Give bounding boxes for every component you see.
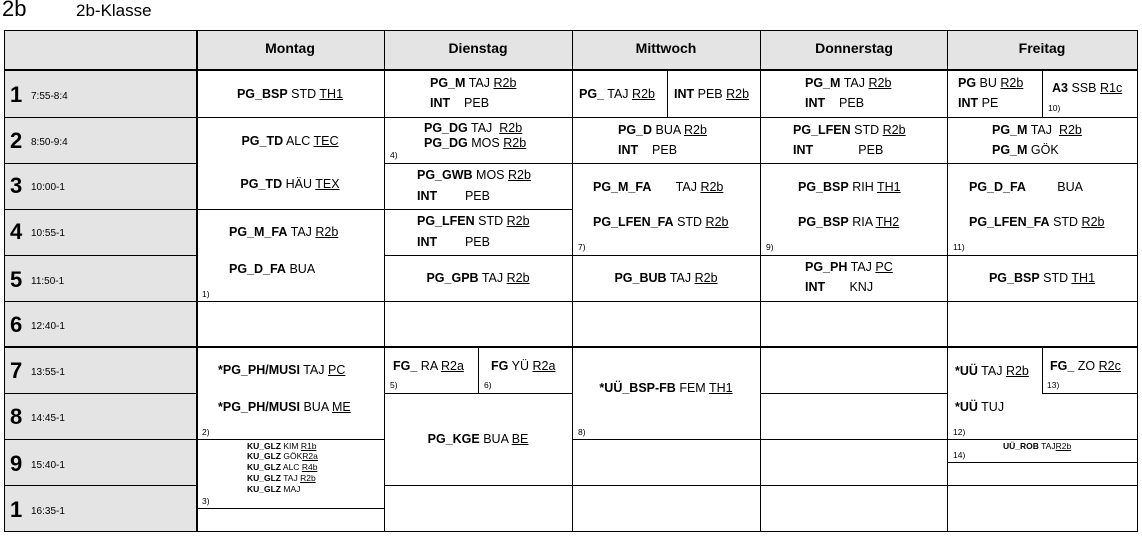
lesson-entry[interactable]: PG_ TAJ R2b (579, 87, 655, 101)
class-code: 2b (2, 0, 27, 21)
footnote-marker: 1) (202, 289, 210, 299)
lesson-entry[interactable]: KU_GLZ GÖKR2a (247, 451, 318, 461)
period-number: 2 (10, 128, 23, 153)
period-time: 10:00-1 (31, 182, 65, 193)
day-header-mittwoch: Mittwoch (635, 40, 697, 56)
period-time: 10:55-1 (31, 228, 65, 239)
lesson-entry[interactable]: INT PEB (417, 189, 490, 203)
footnote-marker: 11) (953, 242, 965, 252)
period-time: 7:55-8:4 (31, 91, 68, 102)
lesson-entry[interactable]: KU_GLZ MAJ (247, 484, 301, 494)
footnote-marker: 4) (390, 150, 398, 160)
lesson-entry[interactable]: PG_M_FA TAJ R2b (229, 225, 339, 239)
footnote-marker: 7) (578, 242, 586, 252)
footnote-marker: 3) (202, 496, 210, 506)
period-time: 12:40-1 (31, 321, 65, 332)
lesson-entry[interactable]: *PG_PH/MUSI BUA ME (218, 400, 351, 414)
lesson-entry[interactable]: *UÜ_BSP-FB FEM TH1 (599, 381, 733, 395)
lesson-entry[interactable]: INT KNJ (805, 280, 874, 294)
lesson-entry[interactable]: A3 SSB R1c (1052, 81, 1123, 95)
lesson-entry[interactable]: PG_D_FA BUA (229, 262, 316, 276)
period-number: 3 (10, 173, 23, 198)
lesson-entry[interactable]: INT PEB (793, 143, 884, 157)
footnote-marker: 12) (953, 427, 966, 437)
lesson-entry[interactable]: PG_M TAJ R2b (992, 123, 1082, 137)
lesson-entry[interactable]: PG_GWB MOS R2b (417, 168, 531, 182)
day-header-freitag: Freitag (1018, 40, 1066, 56)
lesson-entry[interactable]: PG_D_FA BUA (969, 180, 1083, 194)
lesson-entry[interactable]: FG_ RA R2a (393, 359, 464, 373)
lesson-entry[interactable]: FG YÜ R2a (491, 359, 556, 373)
footnote-marker: 9) (766, 242, 774, 252)
period-number: 7 (10, 358, 23, 383)
lesson-entry[interactable]: PG_TD ALC TEC (241, 134, 339, 148)
lesson-entry[interactable]: PG_BSP RIH TH1 (798, 180, 901, 194)
period-number: 9 (10, 451, 23, 476)
lesson-entry[interactable]: PG_KGE BUA BE (427, 432, 529, 446)
lesson-entry[interactable]: PG_BSP STD TH1 (988, 271, 1096, 285)
lesson-entry[interactable]: PG_M TAJ R2b (805, 76, 892, 90)
footnote-marker: 13) (1047, 380, 1060, 390)
period-time: 15:40-1 (31, 460, 65, 471)
lesson-entry[interactable]: INT PEB (805, 96, 865, 110)
period-time: 14:45-1 (31, 413, 65, 424)
lesson-entry[interactable]: INT PE (958, 96, 999, 110)
lesson-entry[interactable]: PG_M_FA TAJ R2b (593, 180, 724, 194)
lesson-entry[interactable]: PG BU R2b (958, 76, 1024, 90)
lesson-entry[interactable]: INT PEB (417, 235, 490, 249)
lesson-entry[interactable]: KU_GLZ KIM R1b (247, 441, 317, 451)
period-time: 11:50-1 (31, 276, 65, 287)
lesson-entry[interactable]: PG_LFEN_FA STD R2b (593, 215, 729, 229)
footnote-marker: 5) (390, 380, 398, 390)
lesson-entry[interactable]: *UÜ TAJ R2b (955, 364, 1029, 378)
period-number: 4 (10, 219, 23, 244)
lesson-entry[interactable]: PG_M GÖK (992, 143, 1059, 157)
lesson-entry[interactable]: KU_GLZ ALC R4b (247, 462, 318, 472)
lesson-entry[interactable]: PG_LFEN_FA STD R2b (969, 215, 1105, 229)
day-header-donnerstag: Donnerstag (815, 40, 893, 56)
footnote-marker: 6) (484, 380, 492, 390)
lesson-entry[interactable]: INT PEB (618, 143, 678, 157)
lesson-entry[interactable]: PG_DG TAJ R2b (424, 121, 523, 135)
lesson-entry[interactable]: UÜ_ROB TAJR2b (1003, 441, 1072, 451)
lesson-entry[interactable]: PG_TD HÄU TEX (240, 177, 340, 191)
period-number: 6 (10, 312, 23, 337)
footnote-marker: 2) (202, 427, 210, 437)
lesson-entry[interactable]: INT PEB (430, 96, 490, 110)
lesson-entry[interactable]: PG_LFEN STD R2b (417, 214, 530, 228)
lesson-entry[interactable]: PG_GPB TAJ R2b (426, 271, 530, 285)
lesson-entry[interactable]: PG_BSP STD TH1 (236, 87, 344, 101)
lesson-entry[interactable]: PG_PH TAJ PC (805, 260, 893, 274)
lesson-entry[interactable]: PG_DG MOS R2b (424, 136, 527, 150)
lesson-entry[interactable]: INT PEB R2b (674, 87, 750, 101)
period-number: 8 (10, 404, 23, 429)
lesson-entry[interactable]: PG_M TAJ R2b (430, 76, 517, 90)
period-time: 8:50-9:4 (31, 137, 68, 148)
footnote-marker: 14) (953, 450, 966, 460)
period-number: 1 (10, 497, 23, 522)
period-number: 5 (10, 267, 23, 292)
lesson-entry[interactable]: PG_LFEN STD R2b (793, 123, 906, 137)
lesson-entry[interactable]: *PG_PH/MUSI TAJ PC (218, 363, 346, 377)
lesson-entry[interactable]: *UÜ TUJ (955, 400, 1005, 414)
footnote-marker: 8) (578, 427, 586, 437)
period-time: 13:55-1 (31, 367, 65, 378)
class-name: 2b-Klasse (76, 1, 152, 20)
day-header-dienstag: Dienstag (448, 40, 508, 56)
lesson-entry[interactable]: PG_D BUA R2b (618, 123, 707, 137)
period-time: 16:35-1 (31, 506, 65, 517)
lesson-entry[interactable]: KU_GLZ TAJ R2b (247, 473, 316, 483)
lesson-entry[interactable]: FG_ ZO R2c (1050, 359, 1121, 373)
lesson-entry[interactable]: PG_BUB TAJ R2b (614, 271, 718, 285)
footnote-marker: 10) (1048, 103, 1061, 113)
period-number: 1 (10, 82, 23, 107)
day-header-montag: Montag (265, 40, 315, 56)
lesson-entry[interactable]: PG_BSP RIA TH2 (798, 215, 900, 229)
